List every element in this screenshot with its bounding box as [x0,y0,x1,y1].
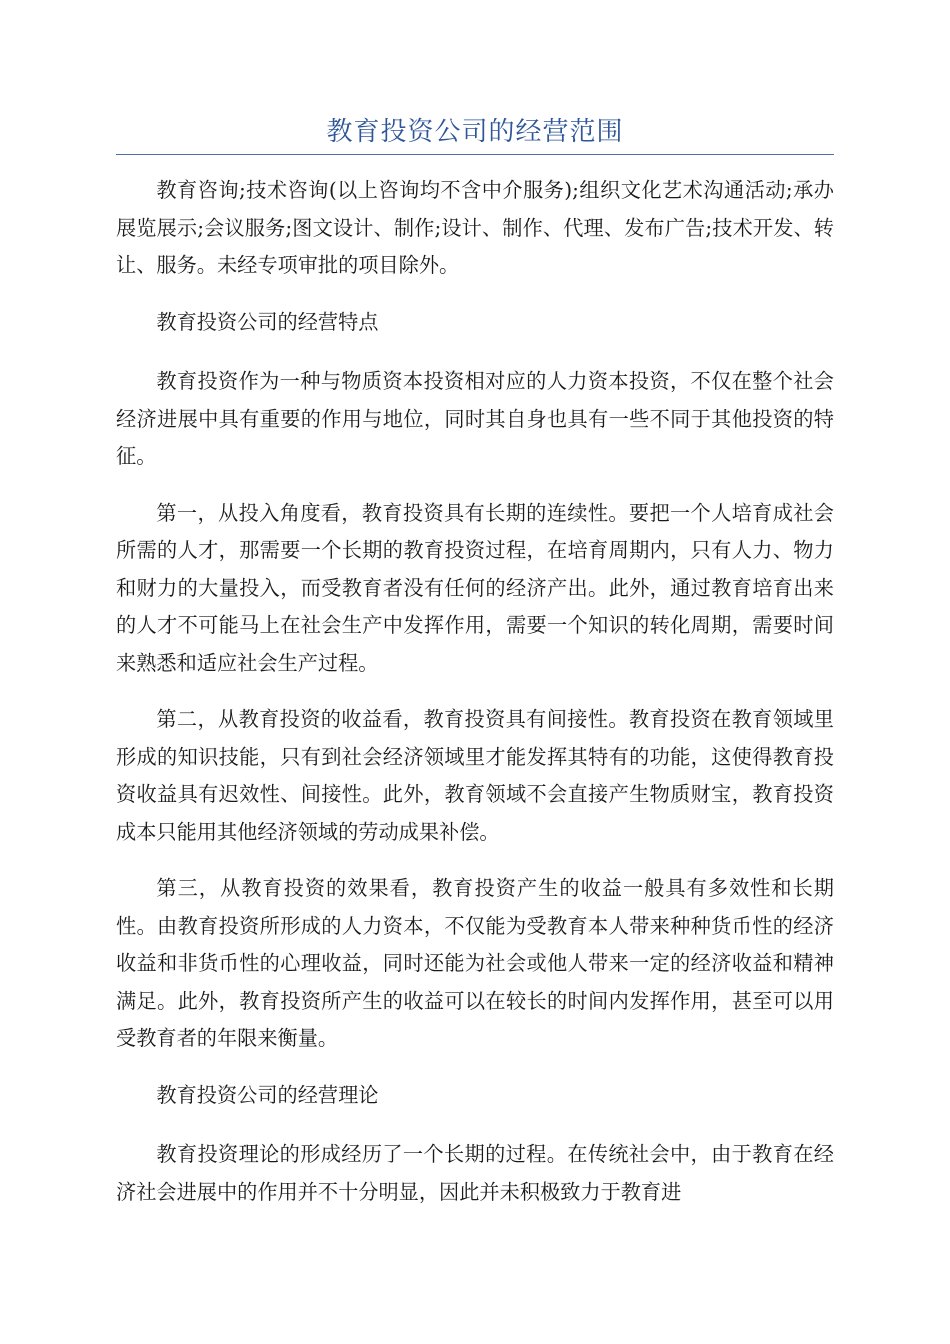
document-body [116,172,834,1230]
page-title: 教育投资公司的经营范围 [326,117,624,147]
title-underline [116,154,834,155]
section-heading-theory: 教育投资公司的经营理论 [156,1082,379,1107]
paragraph-feature-three: 第三，从教育投资的效果看，教育投资产生的收益一般具有多效性和长期性。由教育投资所形成的人力资本，不仅能为受教育本人带来种种货币性的经济收益和非货币性的心理收益，同时还能为社会或他人带来一定的经济收益和精神满足。此外，教育投资所产生的收益可以在较长的时间内发挥作用，甚至可以用受教育者的年限来衡量。 [116,876,834,1050]
paragraph-business-scope: 教育咨询;技术咨询(以上咨询均不含中介服务);组织文化艺术沟通活动;承办展览展示;会议服务;图文设计、制作;设计、制作、代理、发布广告;技术开发、转让、服务。未经专项审批的项目除外。 [116,178,834,277]
section-heading-features: 教育投资公司的经营特点 [156,309,379,334]
paragraph-feature-two: 第二，从教育投资的收益看，教育投资具有间接性。教育投资在教育领域里形成的知识技能，只有到社会经济领域里才能发挥其特有的功能，这使得教育投资收益具有迟效性、间接性。此外，教育领域不会直接产生物质财宝，教育投资成本只能用其他经济领域的劳动成果补偿。 [116,707,834,844]
paragraph-feature-one: 第一，从投入角度看，教育投资具有长期的连续性。要把一个人培育成社会所需的人才，那需要一个长期的教育投资过程，在培育周期内，只有人力、物力和财力的大量投入，而受教育者没有任何的经济产出。此外，通过教育培育出来的人才不可能马上在社会生产中发挥作用，需要一个知识的转化周期，需要时间来熟悉和适应社会生产过程。 [116,500,834,675]
paragraph-features-intro: 教育投资作为一种与物质资本投资相对应的人力资本投资，不仅在整个社会经济进展中具有重要的作用与地位，同时其自身也具有一些不同于其他投资的特征。 [116,369,834,468]
paragraph-theory: 教育投资理论的形成经历了一个长期的过程。在传统社会中，由于教育在经济社会进展中的作用并不十分明显，因此并未积极致力于教育进 [116,1142,834,1204]
